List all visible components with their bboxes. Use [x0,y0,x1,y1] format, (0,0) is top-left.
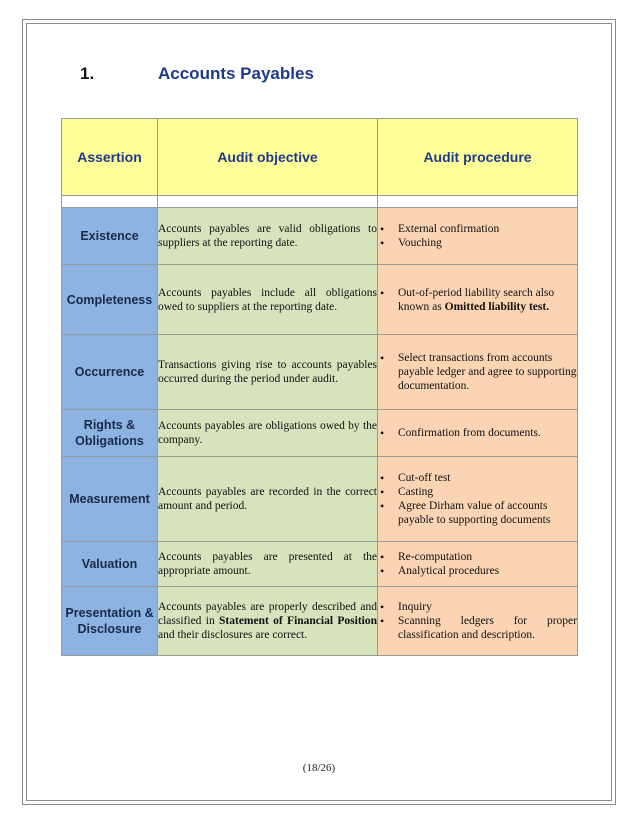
header-audit-objective: Audit objective [158,119,378,196]
assertion-cell: Presentation & Disclosure [62,587,158,656]
procedure-item: • Scanning ledgers for proper classification and description. [378,614,577,642]
section-number: 1. [80,64,95,83]
procedure-item: • External confirmation [378,222,577,236]
audit-table [61,118,578,656]
assertion-cell: Existence [62,208,158,265]
table-spacer-row [62,196,578,208]
page-number: (18/26) [302,762,336,774]
assertion-cell: Measurement [62,457,158,542]
objective-cell: Accounts payables are presented at the appropriate amount. [158,542,378,587]
procedure-cell [378,410,578,457]
procedure-item [378,286,577,314]
procedure-item: • Analytical procedures [378,564,577,578]
procedure-item: • Cut-off test [378,471,577,485]
assertion-cell: Valuation [62,542,158,587]
table-row [62,410,578,457]
procedure-cell [378,542,578,587]
procedure-cell [378,265,578,335]
procedure-cell [378,457,578,542]
objective-cell: Accounts payables are valid obligations to suppliers at the reporting date. [158,208,378,265]
procedure-cell [378,587,578,656]
procedure-item: • Select transactions from accounts payable ledger and agree to supporting documentation. [378,351,577,393]
objective-cell: Accounts payables include all obligations owed to suppliers at the reporting date. [158,265,378,335]
assertion-cell: Completeness [62,265,158,335]
procedure-item: • Agree Dirham value of accounts payable to supporting documents [378,499,577,527]
header-assertion: Assertion [62,119,158,196]
section-title: Accounts Payables [158,64,314,83]
procedure-item: • Re-computation [378,550,577,564]
procedure-cell [378,335,578,410]
procedure-text: Out-of-period liability search also known as [398,286,555,313]
procedure-item: • Inquiry [378,600,577,614]
procedure-item: • Confirmation from documents. [378,426,577,440]
table-row [62,587,578,656]
table-row [62,335,578,410]
objective-cell: Accounts payables are obligations owed by the company. [158,410,378,457]
procedure-emphasis: Omitted liability test. [444,300,550,313]
objective-cell: Transactions giving rise to accounts payables occurred during the period under audit. [158,335,378,410]
procedure-cell [378,208,578,265]
objective-emphasis: Statement of Financial Position [219,615,377,627]
assertion-cell: Rights & Obligations [62,410,158,457]
assertion-cell: Occurrence [62,335,158,410]
objective-text: Accounts payables are properly described and classified in [158,601,377,627]
procedure-item: • Vouching [378,236,577,250]
table-row [62,265,578,335]
table-row [62,208,578,265]
table-header-row [62,119,578,196]
table-row [62,542,578,587]
table-row [62,457,578,542]
header-audit-procedure: Audit procedure [378,119,578,196]
objective-cell [158,587,378,656]
objective-text: and their disclosures are correct. [158,629,308,641]
objective-cell: Accounts payables are recorded in the correct amount and period. [158,457,378,542]
procedure-item: • Casting [378,485,577,499]
